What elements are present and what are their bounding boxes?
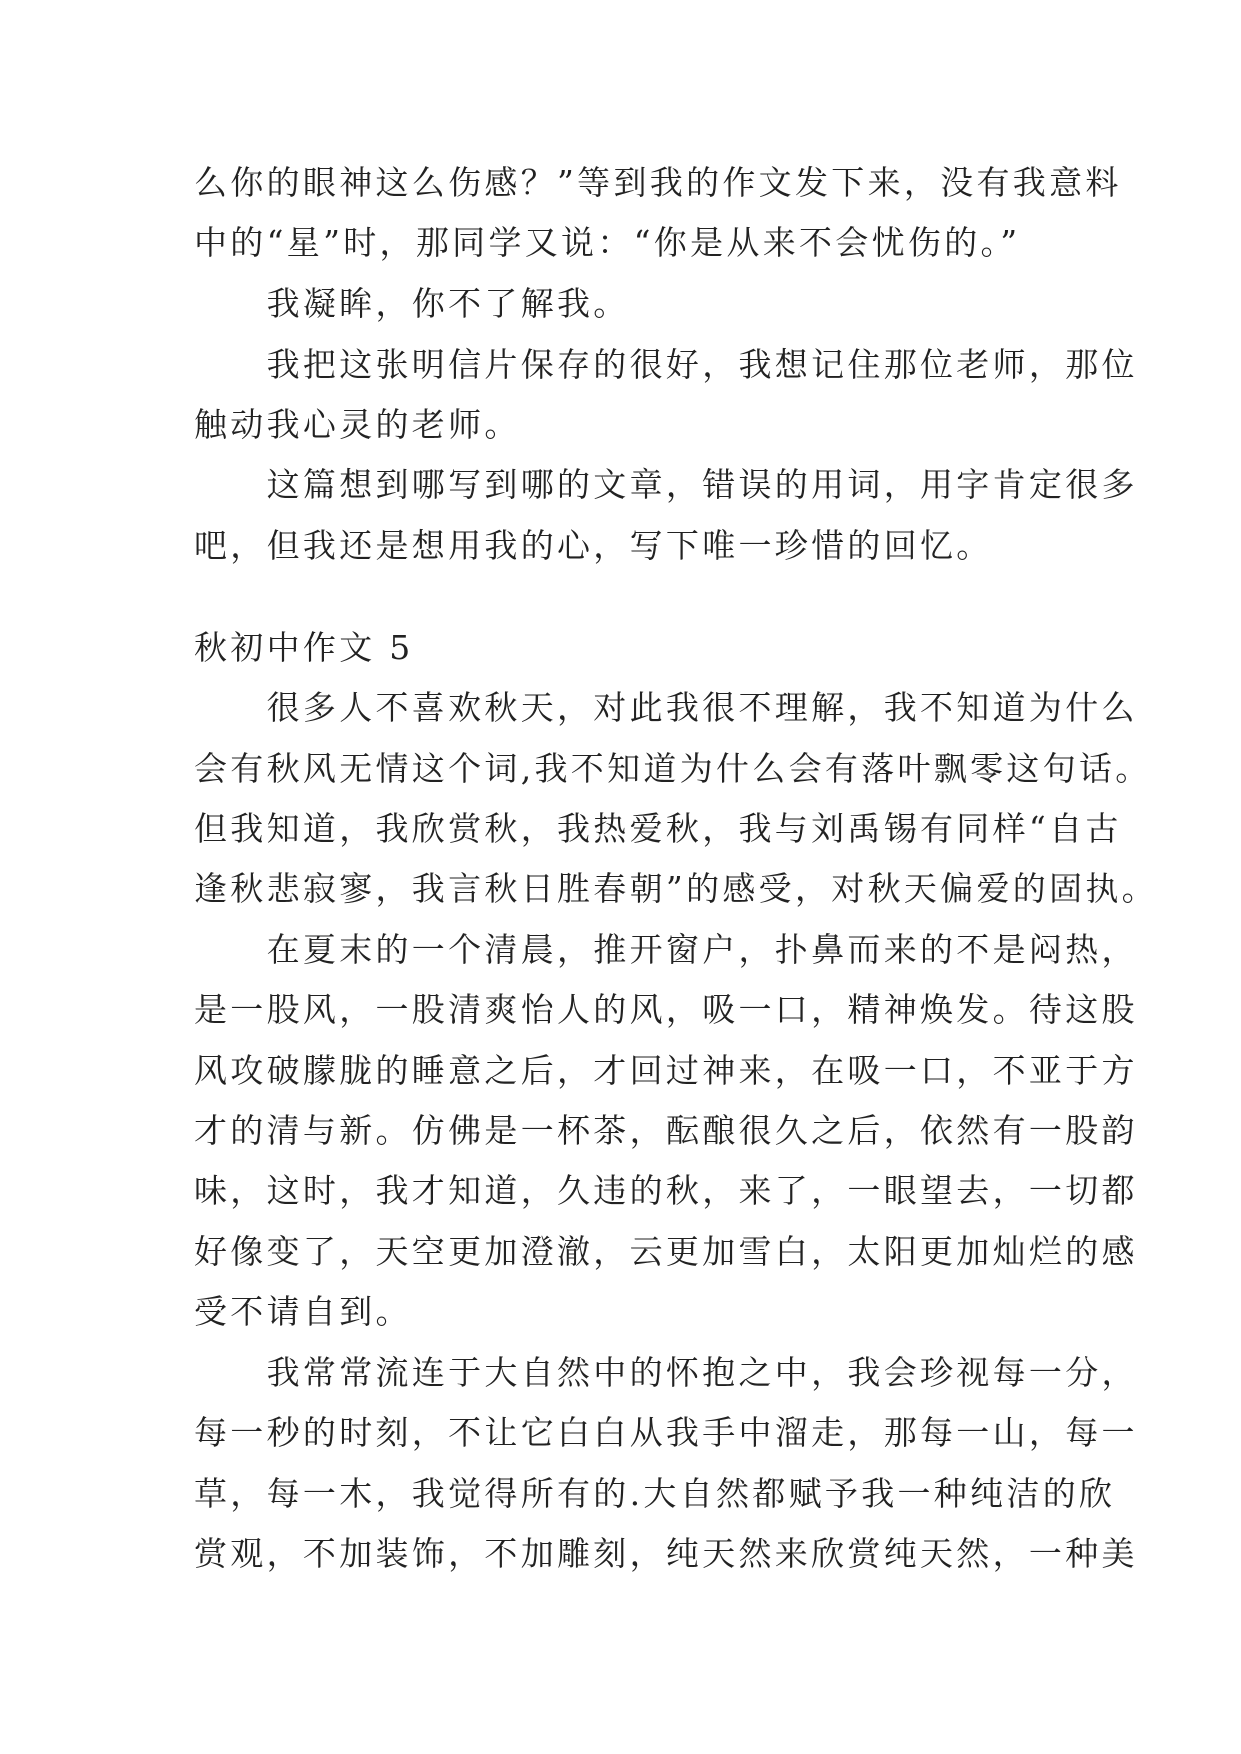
text-line: 每一秒的时刻，不让它白白从我手中溜走，那每一山，每一 xyxy=(194,1413,1138,1452)
text-line: 么你的眼神这么伤感？”等到我的作文发下来，没有我意料 xyxy=(194,163,1122,202)
text-line: 我把这张明信片保存的很好，我想记住那位老师，那位 xyxy=(194,345,1138,384)
text-line: 这篇想到哪写到哪的文章，错误的用词，用字肯定很多 xyxy=(194,465,1138,504)
text-line: 会有秋风无情这个词,我不知道为什么会有落叶飘零这句话。 xyxy=(194,749,1152,788)
section-heading: 秋初中作文 5 xyxy=(194,628,414,667)
text-line: 才的清与新。仿佛是一杯茶，酝酿很久之后，依然有一股韵 xyxy=(194,1111,1138,1150)
text-line: 吧，但我还是想用我的心，写下唯一珍惜的回忆。 xyxy=(194,526,993,565)
text-line: 很多人不喜欢秋天，对此我很不理解，我不知道为什么 xyxy=(194,688,1138,727)
text-line: 赏观，不加装饰，不加雕刻，纯天然来欣赏纯天然，一种美 xyxy=(194,1534,1138,1573)
text-line: 中的“星”时，那同学又说：“你是从来不会忧伤的。” xyxy=(194,223,1021,262)
text-line: 我常常流连于大自然中的怀抱之中，我会珍视每一分， xyxy=(194,1353,1138,1392)
text-line: 触动我心灵的老师。 xyxy=(194,405,521,444)
text-line: 味，这时，我才知道，久违的秋，来了，一眼望去，一切都 xyxy=(194,1171,1138,1210)
text-line: 在夏末的一个清晨，推开窗户，扑鼻而来的不是闷热， xyxy=(194,930,1138,969)
text-line: 草，每一木，我觉得所有的.大自然都赋予我一种纯洁的欣 xyxy=(194,1474,1116,1513)
text-line: 我凝眸，你不了解我。 xyxy=(194,284,630,323)
text-line: 受不请自到。 xyxy=(194,1292,412,1331)
text-line: 但我知道，我欣赏秋，我热爱秋，我与刘禹锡有同样“自古 xyxy=(194,809,1122,848)
text-line: 好像变了，天空更加澄澈，云更加雪白，太阳更加灿烂的感 xyxy=(194,1232,1138,1271)
text-line: 风攻破朦胧的睡意之后，才回过神来，在吸一口，不亚于方 xyxy=(194,1051,1138,1090)
text-line: 是一股风，一股清爽怡人的风，吸一口，精神焕发。待这股 xyxy=(194,990,1138,1029)
text-line: 逢秋悲寂寥，我言秋日胜春朝”的感受，对秋天偏爱的固执。 xyxy=(194,869,1158,908)
